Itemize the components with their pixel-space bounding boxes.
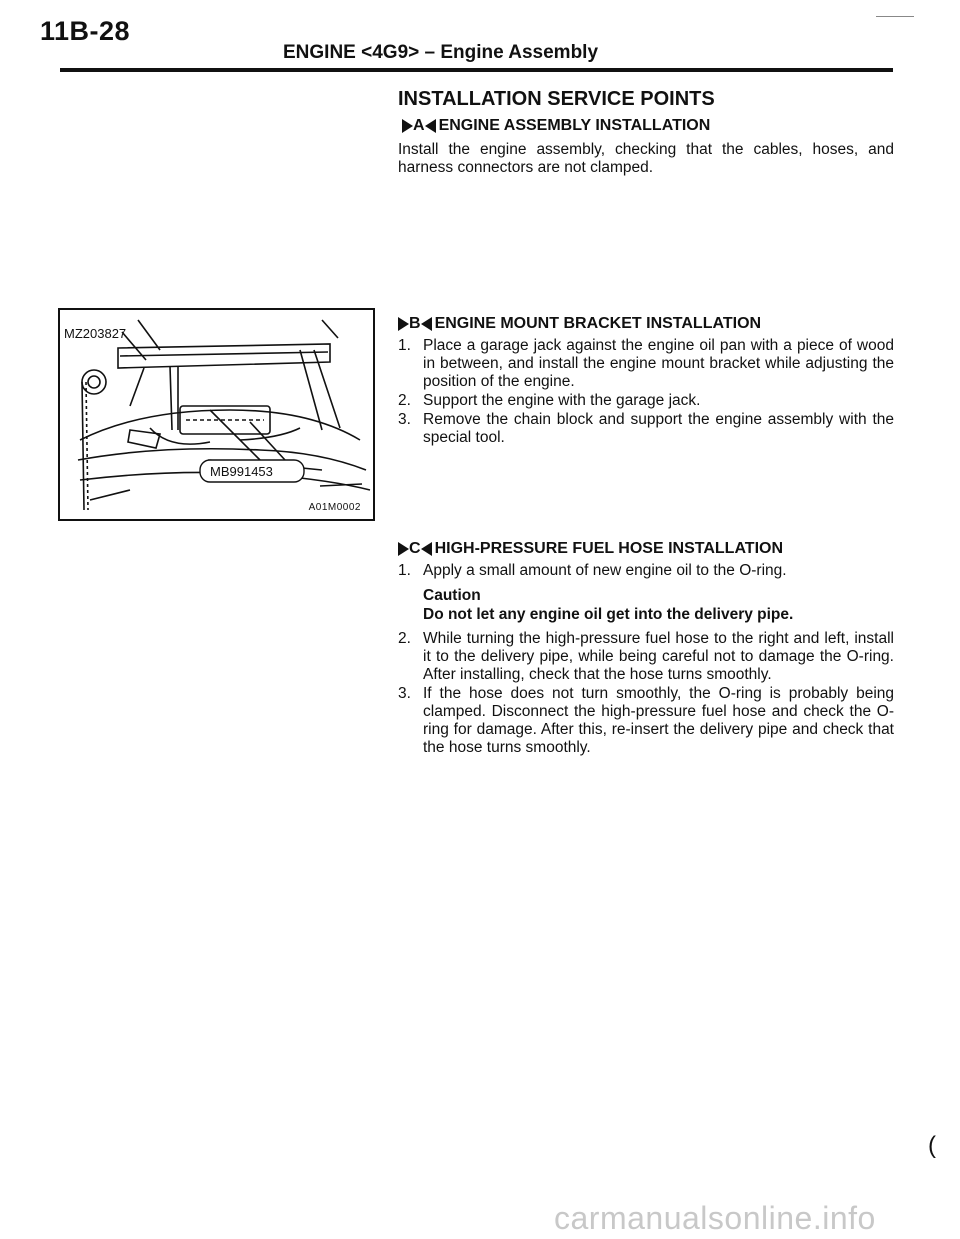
list-item: [398, 392, 894, 410]
tool-label-mb991453: MB991453: [210, 464, 273, 479]
procedure-marker: C: [409, 540, 421, 557]
procedure-title: ENGINE ASSEMBLY INSTALLATION: [438, 117, 711, 134]
step-number: 3.: [398, 411, 411, 428]
procedure-c-steps: [398, 562, 894, 580]
left-triangle-icon: [425, 119, 436, 133]
step-text: While turning the high-pressure fuel hose to the right and left, install it to the delivery pipe, while being careful not to damage the O-ring. After installing, check that the hose turns smoothly.: [423, 630, 894, 683]
page-code: 11B-28: [40, 16, 131, 46]
header-divider: [60, 68, 893, 72]
caution-box: [398, 586, 894, 624]
engine-support-illustration: [58, 308, 375, 521]
procedure-c-heading: [398, 540, 894, 558]
procedure-a-text: Install the engine assembly, checking that the cables, hoses, and harness connectors are not clamped.: [398, 141, 894, 176]
procedure-marker: B: [409, 315, 421, 332]
section-title: INSTALLATION SERVICE POINTS: [398, 88, 715, 110]
step-number: 2.: [398, 630, 411, 647]
page-title: ENGINE <4G9> – Engine Assembly: [283, 42, 599, 63]
step-text: Apply a small amount of new engine oil to the O-ring.: [423, 562, 787, 579]
list-item: [398, 411, 894, 447]
figure-code: A01M0002: [308, 502, 361, 513]
right-triangle-icon: [398, 542, 409, 556]
list-item: [398, 337, 894, 391]
procedure-c: [398, 540, 894, 758]
step-text: If the hose does not turn smoothly, the O-ring is probably being clamped. Disconnect the high-pressure fuel hose and check the O-ring for damage. After this, re-insert the delivery pipe and check that the hose turns smoothly.: [423, 685, 894, 756]
step-number: 1.: [398, 337, 411, 354]
caution-text: Do not let any engine oil get into the delivery pipe.: [423, 606, 794, 623]
left-triangle-icon: [421, 542, 432, 556]
engine-drawing: [60, 310, 373, 519]
caution-title: Caution: [423, 587, 481, 604]
step-number: 2.: [398, 392, 411, 409]
step-text: Remove the chain block and support the engine assembly with the special tool.: [423, 411, 894, 446]
right-triangle-icon: [398, 317, 409, 331]
list-item: [398, 562, 894, 580]
procedure-c-steps-continued: [398, 630, 894, 757]
procedure-b: [398, 315, 894, 448]
procedure-b-steps: [398, 337, 894, 447]
procedure-title: ENGINE MOUNT BRACKET INSTALLATION: [434, 315, 762, 332]
step-text: Support the engine with the garage jack.: [423, 392, 701, 409]
tool-label-mz203827: MZ203827: [64, 326, 127, 341]
procedure-a-heading: [402, 117, 894, 135]
list-item: [398, 685, 894, 757]
step-text: Place a garage jack against the engine oil pan with a piece of wood in between, and install the engine mount bracket while adjusting the position of the engine.: [423, 337, 894, 390]
left-triangle-icon: [421, 317, 432, 331]
list-item: [398, 630, 894, 684]
procedure-title: HIGH-PRESSURE FUEL HOSE INSTALLATION: [434, 540, 784, 557]
right-triangle-icon: [402, 119, 413, 133]
corner-rule: [876, 16, 914, 17]
procedure-marker: A: [413, 117, 425, 134]
procedure-b-heading: [398, 315, 894, 333]
section-installation-service-points: [398, 88, 894, 177]
step-number: 3.: [398, 685, 411, 702]
step-number: 1.: [398, 562, 411, 579]
footer-watermark: carmanualsonline.info: [554, 1200, 876, 1236]
page-end-mark: (: [928, 1132, 936, 1159]
